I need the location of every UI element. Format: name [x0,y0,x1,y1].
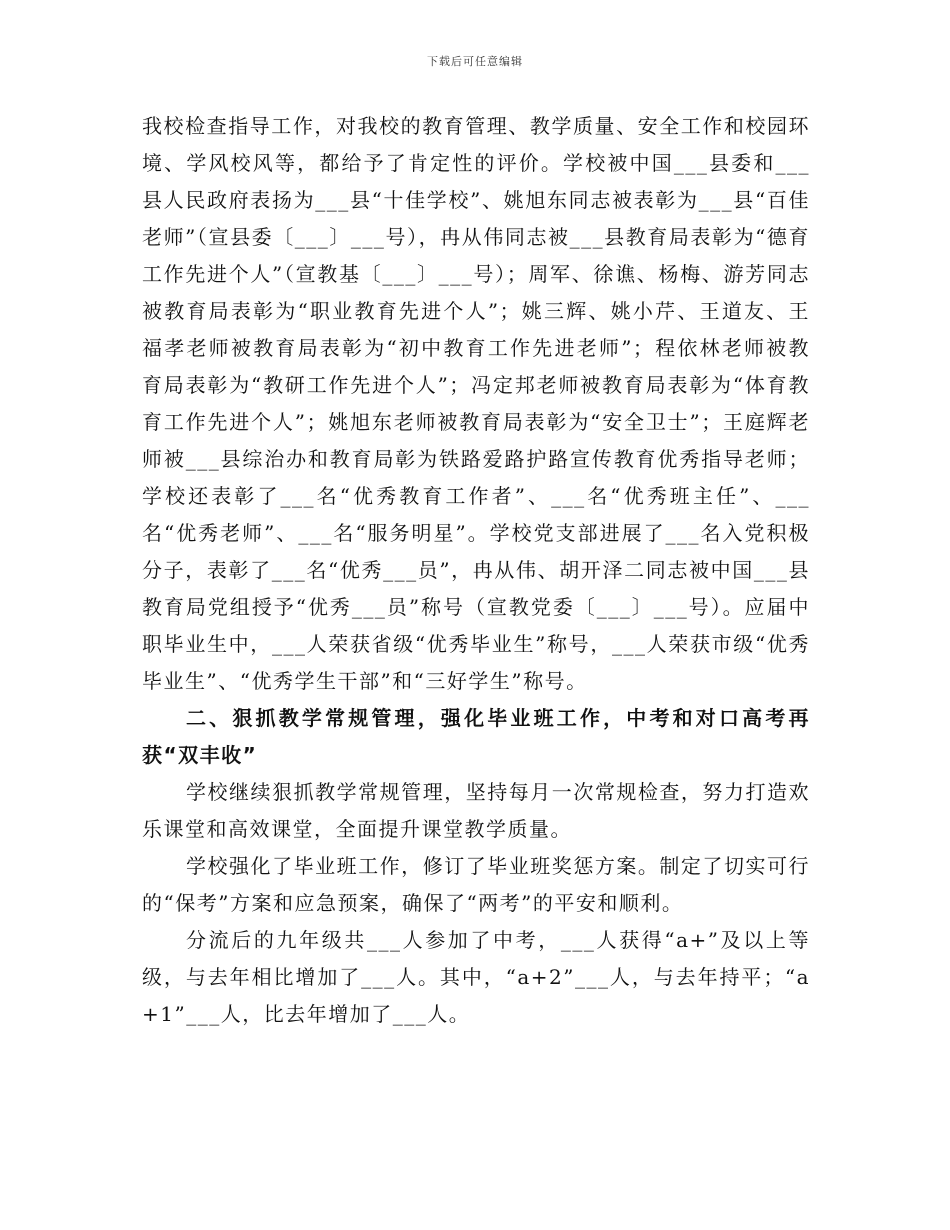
section-heading-2: 二、狠抓教学常规管理，强化毕业班工作，中考和对口高考再获“双丰收” [142,706,810,767]
paragraph-exam-results: 分流后的九年级共___人参加了中考，___人获得“a+”及以上等级，与去年相比增加了___人。其中，“a+2”___人，与去年持平；“a+1”___人，比去年增加了___人。 [142,928,810,1026]
paragraph-graduating-class: 学校强化了毕业班工作，修订了毕业班奖惩方案。制定了切实可行的“保考”方案和应急预案，确保了“两考”的平安和顺利。 [142,854,810,915]
paragraph-teaching-routine: 学校继续狠抓教学常规管理，坚持每月一次常规检查，努力打造欢乐课堂和高效课堂，全面提升课堂教学质量。 [142,780,810,841]
document-body [142,108,810,1033]
page-header: 下载后可任意编辑 [427,55,523,68]
paragraph-awards: 我校检查指导工作，对我校的教育管理、教学质量、安全工作和校园环境、学风校风等，都给予了肯定性的评价。学校被中国___县委和___县人民政府表扬为___县“十佳学校”、姚旭东同志被表彰为___县“百佳老师”（宣县委〔___〕___号），冉从伟同志被___县教育局表彰为“德育工作先进个人”（宣教基〔___〕___号）；周军、徐谯、杨梅、游芳同志被教育局表彰为“职业教育先进个人”；姚三辉、姚小芹、王道友、王福孝老师被教育局表彰为“初中教育工作先进老师”；程依林老师被教育局表彰为“教研工作先进个人”；冯定邦老师被教育局表彰为“体育教育工作先进个人”；姚旭东老师被教育局表彰为“安全卫士”；王庭辉老师被___县综治办和教育局彰为铁路爱路护路宣传教育优秀指导老师；学校还表彰了___名“优秀教育工作者”、___名“优秀班主任”、___名“优秀老师”、___名“服务明星”。学校党支部进展了___名入党积极分子，表彰了___名“优秀___员”，冉从伟、胡开泽二同志被中国___县教育局党组授予“优秀___员”称号（宣教党委〔___〕___号）。应届中职毕业生中，___人荣获省级“优秀毕业生”称号，___人荣获市级“优秀毕业生”、“优秀学生干部”和“三好学生”称号。 [142,114,810,693]
